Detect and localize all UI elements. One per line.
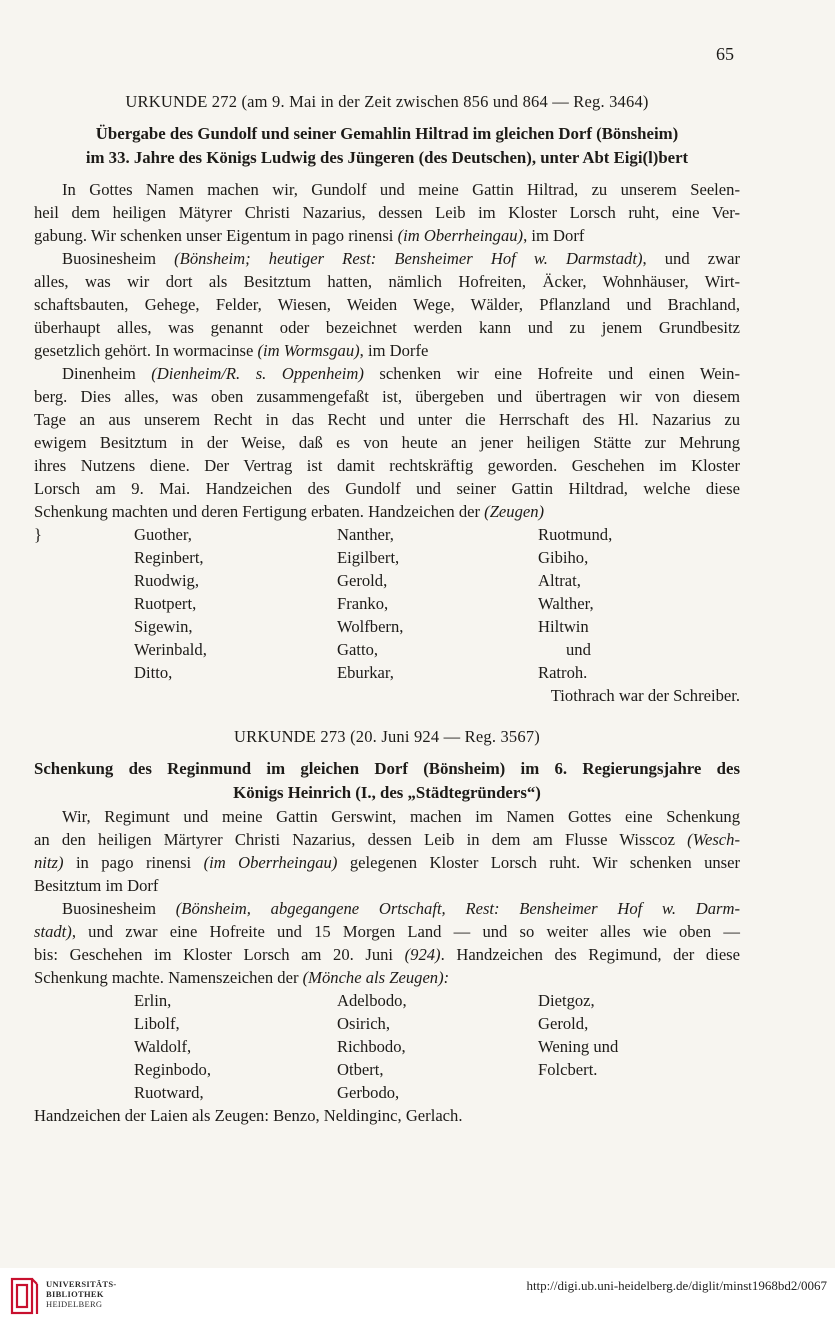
urkunde-273-title [34,757,740,805]
logo-line: HEIDELBERG [46,1299,103,1309]
witness-row: Guother, Nanther, Ruotmund, [134,525,613,544]
title-line: Schenkung des Reginmund im gleichen Dorf (Bönsheim) im 6. Regierungsjahre des [34,759,740,778]
text-line: Dinenheim (Dienheim/R. s. Oppenheim) schenken wir eine Hofreite und einen Wein- [62,364,740,383]
text-line: bis: Geschehen im Kloster Lorsch am 20. Juni (924). Handzeichen des Regimund, der diese [34,945,741,964]
witness-row: Reginbodo, Otbert, Folcbert. [134,1060,598,1079]
text-line: an den heiligen Märtyrer Christi Nazarius, dessen Leib in dem am Flusse Wisscoz (Wesch- [34,830,740,849]
text-line: gesetzlich gehört. In wormacinse (im Wormsgau), im Dorfe [34,341,429,360]
witness-row: Werinbald, Gatto, und [134,640,591,659]
text-line: nitz) in pago rinensi (im Oberrheingau) gelegenen Kloster Lorsch ruht. Wir schenken unser [34,853,741,872]
text-line: heil dem heiligen Mätyrer Christi Nazarius, dessen Leib im Kloster Lorsch ruht, eine Ver- [34,203,740,222]
urkunde-273-body [34,805,740,989]
text-line: Schenkung machte. Namenszeichen der (Mönche als Zeugen): [34,968,450,987]
scribe-line: Tiothrach war der Schreiber. [550,686,740,705]
text-line: ihres Nutzens diene. Der Vertrag ist damit rechtskräftig geworden. Geschehen im Kloster [34,456,740,475]
witness-list-272 [34,523,740,707]
logo-line: UNIVERSITÄTS- [46,1279,117,1289]
text-line: Schenkung machten und deren Fertigung erbaten. Handzeichen der (Zeugen) [34,502,545,521]
text-line: Buosinesheim (Bönsheim, abgegangene Ortschaft, Rest: Bensheimer Hof w. Darm- [62,899,740,918]
permalink-url[interactable]: http://digi.ub.uni-heidelberg.de/diglit/minst1968bd2/0067 [526,1278,827,1293]
urkunde-272-title [34,122,740,170]
witness-row: Ruotward, Gerbodo, [134,1083,400,1102]
library-logo-text [46,1279,117,1309]
urkunde-272-body: In Gottes Namen machen wir, Gundolf und meine Gattin Hiltrad, zu unserem Seelen- heil dem heiligen Mätyrer Christi Nazarius, dessen Leib im Kloster Lorsch ruht, eine Ver- gabung. Wir schenken unser Eigentum in pago rinensi (im Oberrheingau), im Dorf Buosinesheim (Bönsheim; heutiger Rest: Bensheimer Hof w. Darmstadt), und zwar alles, was wir dort als Besitztum hatten, nämlich Hofreiten, Äcker, Wohnhäuser, Wirt- schaftsbauten, Gehege, Felder, Wiesen, Weiden Wege, Wälder, Pflanzland und Brachland, überhaupt alles, was genannt oder bezeichnet werden kann und zu jenem Grundbesitz gesetzlich gehört. In wormacinse (im Wormsgau), im Dorfe Dinenheim (Dienheim/R. s. Oppenheim) schenken wir eine Hofreite und einen Wein- berg. Dies alles, was oben zusammengefaßt ist, übergeben und übertragen wir von diesem Tage an aus unserem Recht in das Recht und unter die Herrschaft des Hl. Nazarius zu ewigem Besitztum in der Weise, daß es von heute an jener heiligen Stätte zur Mehrung ihres Nutzens diene. Der Vertrag ist damit rechtskräftig geworden. Geschehen im Kloster Lorsch am 9. Mai. Handzeichen des Gundolf und seiner Gattin Hiltdrad, welche diese Schenkung machten und deren Fertigung erbaten. Handzeichen der (Zeugen) } [34,180,740,544]
text-line: überhaupt alles, was genannt oder bezeichnet werden kann und zu jenem Grundbesitz [34,318,740,337]
witness-row: Reginbert, Eigilbert, Gibiho, [134,548,589,567]
witness-row: Waldolf, Richbodo, Wening und [134,1037,619,1056]
text-line: Tage an aus unserem Recht in das Recht und unter die Herrschaft des Hl. Nazarius zu [34,410,740,429]
text-line: berg. Dies alles, was oben zusammengefaßt ist, übergeben und übertragen wir von diesem [34,387,740,406]
text-line: Besitztum im Dorf [34,876,159,895]
text-line: alles, was wir dort als Besitztum hatten, nämlich Hofreiten, Äcker, Wohnhäuser, Wirt- [34,272,740,291]
laity-line: Handzeichen der Laien als Zeugen: Benzo, Neldinginc, Gerlach. [34,1106,463,1125]
university-library-logo-icon [9,1276,39,1316]
witness-row: Libolf, Osirich, Gerold, [134,1014,589,1033]
page-number: 65 [716,44,734,64]
footer-bar [0,1268,835,1325]
logo-line: BIBLIOTHEK [46,1289,104,1299]
monk-list-273 [34,989,740,1127]
text-line: schaftsbauten, Gehege, Felder, Wiesen, Weiden Wege, Wälder, Pflanzland und Brachland, [34,295,740,314]
text-line: stadt), und zwar eine Hofreite und 15 Morgen Land — und so weiter alles wie oben — [34,922,740,941]
title-line: Königs Heinrich (I., des „Städtegründers“) [233,783,541,802]
witness-row: Ruotpert, Franko, Walther, [134,594,594,613]
text-line: Buosinesheim (Bönsheim; heutiger Rest: Bensheimer Hof w. Darmstadt), und zwar [62,249,740,268]
witness-row: Ruodwig, Gerold, Altrat, [134,571,581,590]
witness-row: Erlin, Adelbodo, Dietgoz, [134,991,595,1010]
text-line: In Gottes Namen machen wir, Gundolf und meine Gattin Hiltrad, zu unserem Seelen- [62,180,740,199]
text-line: Wir, Regimunt und meine Gattin Gerswint, machen im Namen Gottes eine Schenkung [62,807,740,826]
urkunde-273-header: URKUNDE 273 (20. Juni 924 — Reg. 3567) [234,727,540,746]
witness-row: Sigewin, Wolfbern, Hiltwin [134,617,589,636]
title-line: im 33. Jahre des Königs Ludwig des Jüngeren (des Deutschen), unter Abt Eigi(l)bert [85,148,689,167]
text-line: ewigem Besitztum in der Weise, daß es von heute an jener heiligen Stätte zur Mehrung [34,433,740,452]
text-line: Lorsch am 9. Mai. Handzeichen des Gundolf und seiner Gattin Hiltdrad, welche diese [34,479,740,498]
title-line: Übergabe des Gundolf und seiner Gemahlin Hiltrad im gleichen Dorf (Bönsheim) [95,124,679,143]
text-line: gabung. Wir schenken unser Eigentum in pago rinensi (im Oberrheingau), im Dorf [34,226,585,245]
witness-row: Ditto, Eburkar, Ratroh. [134,663,588,682]
urkunde-272-header: URKUNDE 272 (am 9. Mai in der Zeit zwischen 856 und 864 — Reg. 3464) [125,92,649,111]
